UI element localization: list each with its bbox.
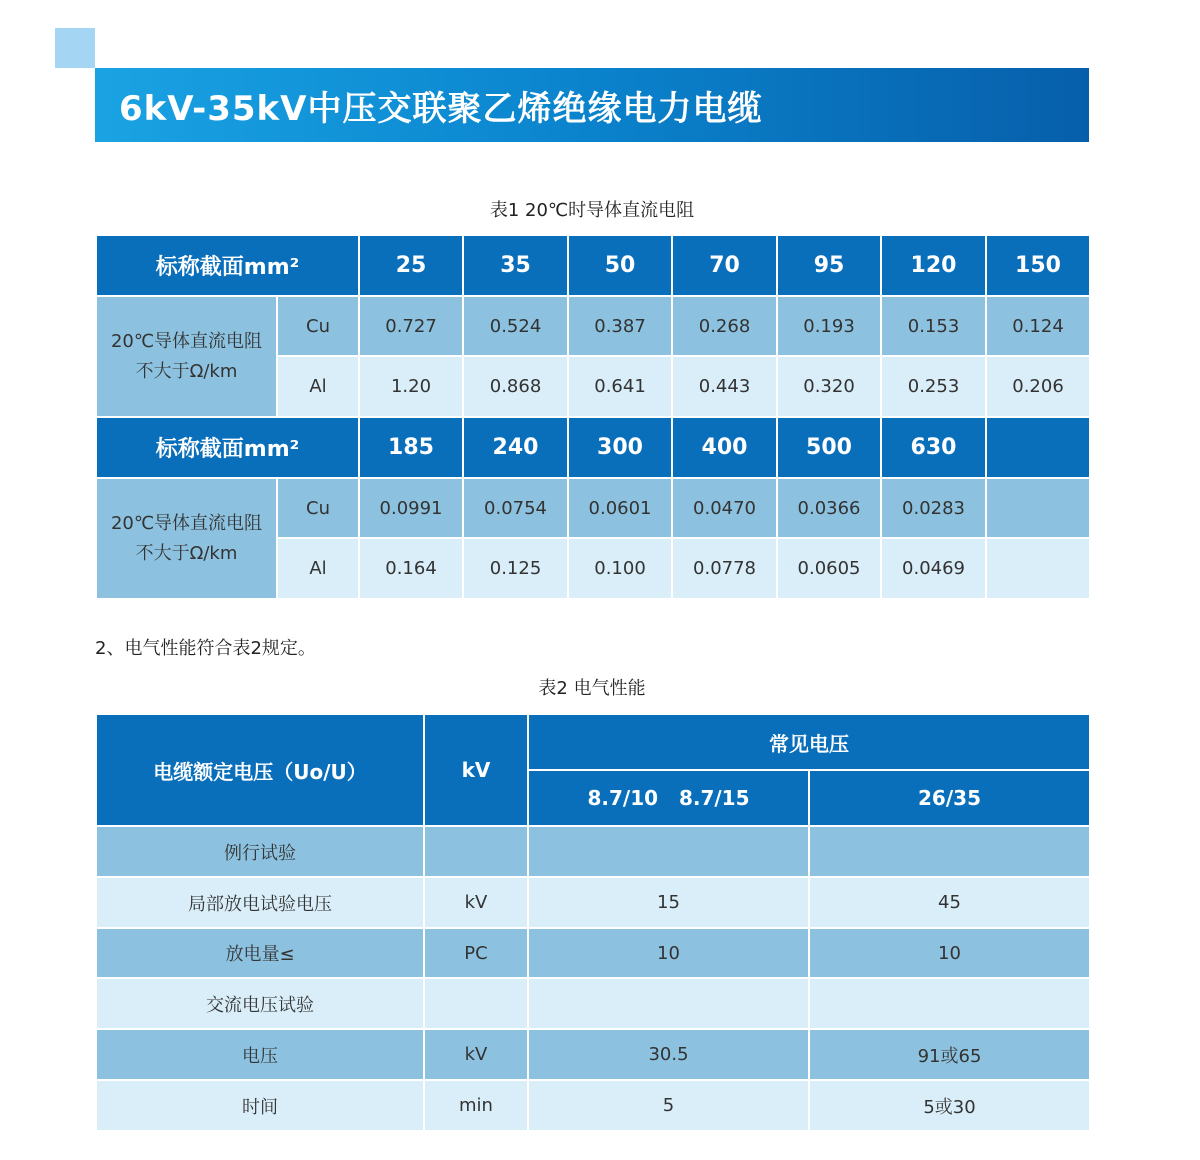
value-cell: 0.124 [986,296,1090,356]
title-bar [95,68,1089,142]
resistance-row-label [96,296,277,417]
value-cell: 0.0991 [359,478,463,538]
size-cell: 400 [672,417,777,478]
cu-row [96,296,1090,356]
voltage-group-1-header: 8.7/10 8.7/15 [528,770,809,826]
size-cell: 95 [777,235,881,296]
test-label: 放电量≤ [96,928,424,978]
cu-row [96,478,1090,538]
value-cell: 45 [809,877,1090,928]
unit-cell: kV [424,877,528,928]
value-cell: 30.5 [528,1029,809,1080]
value-cell: 0.193 [777,296,881,356]
voltage-group-2-header: 26/35 [809,770,1090,826]
value-cell [528,826,809,877]
row-label-line2: 不大于Ω/km [135,360,238,382]
unit-cell: kV [424,1029,528,1080]
value-cell: 0.164 [359,538,463,599]
value-cell: 91或65 [809,1029,1090,1080]
table1-caption: 表1 20℃时导体直流电阻 [489,200,695,221]
value-cell: 0.868 [463,356,568,417]
size-cell: 35 [463,235,568,296]
value-cell: 0.253 [881,356,986,417]
value-cell: 5 [528,1080,809,1131]
value-cell: 0.727 [359,296,463,356]
value-cell: 1.20 [359,356,463,417]
value-cell: 10 [809,928,1090,978]
value-cell: 0.387 [568,296,672,356]
size-cell: 185 [359,417,463,478]
row-label-line1: 20℃导体直流电阻 [110,512,263,534]
accent-square [55,28,95,68]
resistance-row-label [96,478,277,599]
value-cell: 0.0601 [568,478,672,538]
value-cell: 0.641 [568,356,672,417]
value-cell: 0.0605 [777,538,881,599]
size-cell: 150 [986,235,1090,296]
value-cell: 5或30 [809,1080,1090,1131]
page-title: 6kV-35kV中压交联聚乙烯绝缘电力电缆 [119,88,763,129]
value-cell: 0.125 [463,538,568,599]
electrical-header-row [96,714,1090,770]
test-label: 交流电压试验 [96,978,424,1029]
material-al: Al [277,356,359,417]
value-cell [809,826,1090,877]
value-cell: 0.0469 [881,538,986,599]
electrical-note: 2、电气性能符合表2规定。 [95,638,316,659]
value-cell [986,478,1090,538]
unit-cell [424,826,528,877]
table-row [96,1080,1090,1131]
material-cu: Cu [277,478,359,538]
size-cell [986,417,1090,478]
value-cell: 0.206 [986,356,1090,417]
value-cell: 0.443 [672,356,777,417]
value-cell: 0.320 [777,356,881,417]
electrical-table [95,713,1091,1132]
row-label-line1: 20℃导体直流电阻 [110,330,263,352]
size-header-row [96,417,1090,478]
material-cu: Cu [277,296,359,356]
test-label: 局部放电试验电压 [96,877,424,928]
value-cell: 0.0470 [672,478,777,538]
value-cell: 10 [528,928,809,978]
row-label-line2: 不大于Ω/km [135,542,238,564]
table-row [96,978,1090,1029]
size-cell: 25 [359,235,463,296]
test-label: 例行试验 [96,826,424,877]
size-cell: 630 [881,417,986,478]
resistance-table [95,234,1091,600]
size-cell: 300 [568,417,672,478]
material-al: Al [277,538,359,599]
table2-caption: 表2 电气性能 [538,678,646,699]
common-voltage-header: 常见电压 [528,714,1090,770]
size-header-row [96,235,1090,296]
value-cell: 0.0754 [463,478,568,538]
table-row [96,877,1090,928]
size-cell: 120 [881,235,986,296]
unit-cell: min [424,1080,528,1131]
value-cell: 0.153 [881,296,986,356]
size-cell: 70 [672,235,777,296]
unit-header: kV [424,714,528,826]
size-header-label: 标称截面mm² [96,417,359,478]
value-cell: 0.524 [463,296,568,356]
size-cell: 500 [777,417,881,478]
value-cell: 0.0366 [777,478,881,538]
unit-cell: PC [424,928,528,978]
value-cell: 0.0778 [672,538,777,599]
size-header-label: 标称截面mm² [96,235,359,296]
test-label: 电压 [96,1029,424,1080]
value-cell [809,978,1090,1029]
value-cell [528,978,809,1029]
value-cell [986,538,1090,599]
value-cell: 0.0283 [881,478,986,538]
table-row [96,1029,1090,1080]
unit-cell [424,978,528,1029]
table-row [96,928,1090,978]
value-cell: 0.100 [568,538,672,599]
table-row [96,826,1090,877]
size-cell: 50 [568,235,672,296]
value-cell: 15 [528,877,809,928]
test-label: 时间 [96,1080,424,1131]
rated-voltage-header: 电缆额定电压（Uo/U） [96,714,424,826]
value-cell: 0.268 [672,296,777,356]
size-cell: 240 [463,417,568,478]
